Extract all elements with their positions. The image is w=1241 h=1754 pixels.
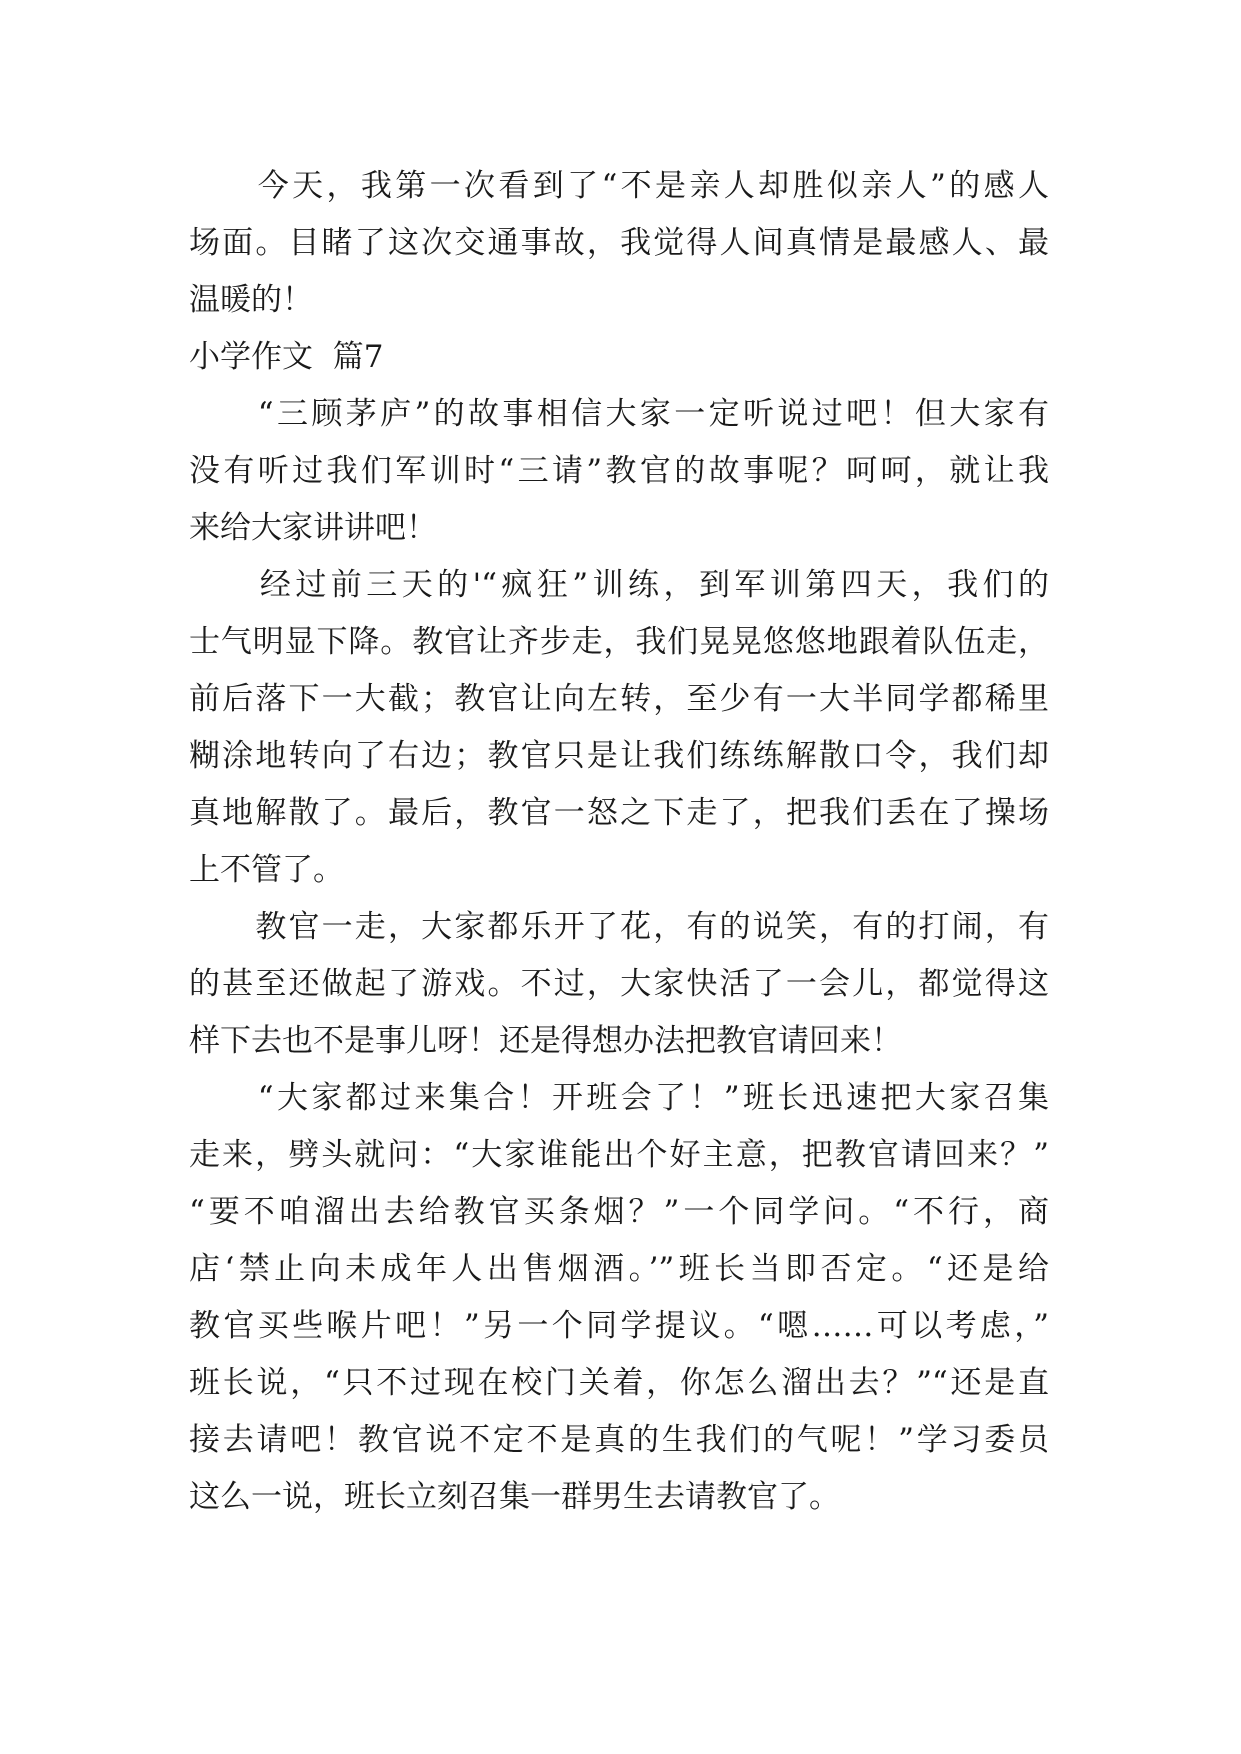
text-line: 温暖的！ <box>189 282 313 318</box>
text-line: 的甚至还做起了游戏。不过，大家快活了一会儿，都觉得这 <box>189 966 1049 1002</box>
text-line: 这么一说，班长立刻召集一群男生去请教官了。 <box>189 1479 840 1515</box>
paragraph-3 <box>189 557 1049 899</box>
text-line: 糊涂地转向了右边；教官只是让我们练练解散口令，我们却 <box>189 738 1049 774</box>
text-line: 上不管了。 <box>189 852 344 888</box>
paragraph-2 <box>189 386 1049 557</box>
text-line: 走来，劈头就问：“大家谁能出个好主意，把教官请回来？” <box>189 1137 1049 1173</box>
text-line: “三顾茅庐”的故事相信大家一定听说过吧！但大家有 <box>189 396 1049 432</box>
document-body <box>189 158 1049 1526</box>
paragraph-4 <box>189 899 1049 1070</box>
text-line: 样下去也不是事儿呀！还是得想办法把教官请回来！ <box>189 1023 902 1059</box>
text-line: 没有听过我们军训时“三请”教官的故事呢？呵呵，就让我 <box>189 453 1049 489</box>
section-heading-text: 小学作文 篇7 <box>189 339 384 375</box>
text-line: 士气明显下降。教官让齐步走，我们晃晃悠悠地跟着队伍走， <box>189 624 1049 660</box>
paragraph-1 <box>189 158 1049 329</box>
text-line: 场面。目睹了这次交通事故，我觉得人间真情是最感人、最 <box>189 225 1049 261</box>
text-line: “要不咱溜出去给教官买条烟？”一个同学问。“不行，商 <box>189 1194 1049 1230</box>
text-line: “大家都过来集合！开班会了！”班长迅速把大家召集 <box>189 1080 1049 1116</box>
text-line: 店‘禁止向未成年人出售烟酒。’”班长当即否定。“还是给 <box>189 1251 1049 1287</box>
text-line: 教官一走，大家都乐开了花，有的说笑，有的打闹，有 <box>189 909 1049 945</box>
text-line: 教官买些喉片吧！”另一个同学提议。“嗯……可以考虑，” <box>189 1308 1049 1344</box>
text-line: 接去请吧！教官说不定不是真的生我们的气呢！”学习委员 <box>189 1422 1049 1458</box>
text-line: 真地解散了。最后，教官一怒之下走了，把我们丢在了操场 <box>189 795 1049 831</box>
text-line: 经过前三天的'“疯狂”训练，到军训第四天，我们的 <box>189 567 1049 603</box>
text-line: 班长说，“只不过现在校门关着，你怎么溜出去？”“还是直 <box>189 1365 1049 1401</box>
text-line: 今天，我第一次看到了“不是亲人却胜似亲人”的感人 <box>189 168 1049 204</box>
paragraph-5 <box>189 1070 1049 1526</box>
text-line: 前后落下一大截；教官让向左转，至少有一大半同学都稀里 <box>189 681 1049 717</box>
text-line: 来给大家讲讲吧！ <box>189 510 437 546</box>
section-heading <box>189 329 1049 386</box>
